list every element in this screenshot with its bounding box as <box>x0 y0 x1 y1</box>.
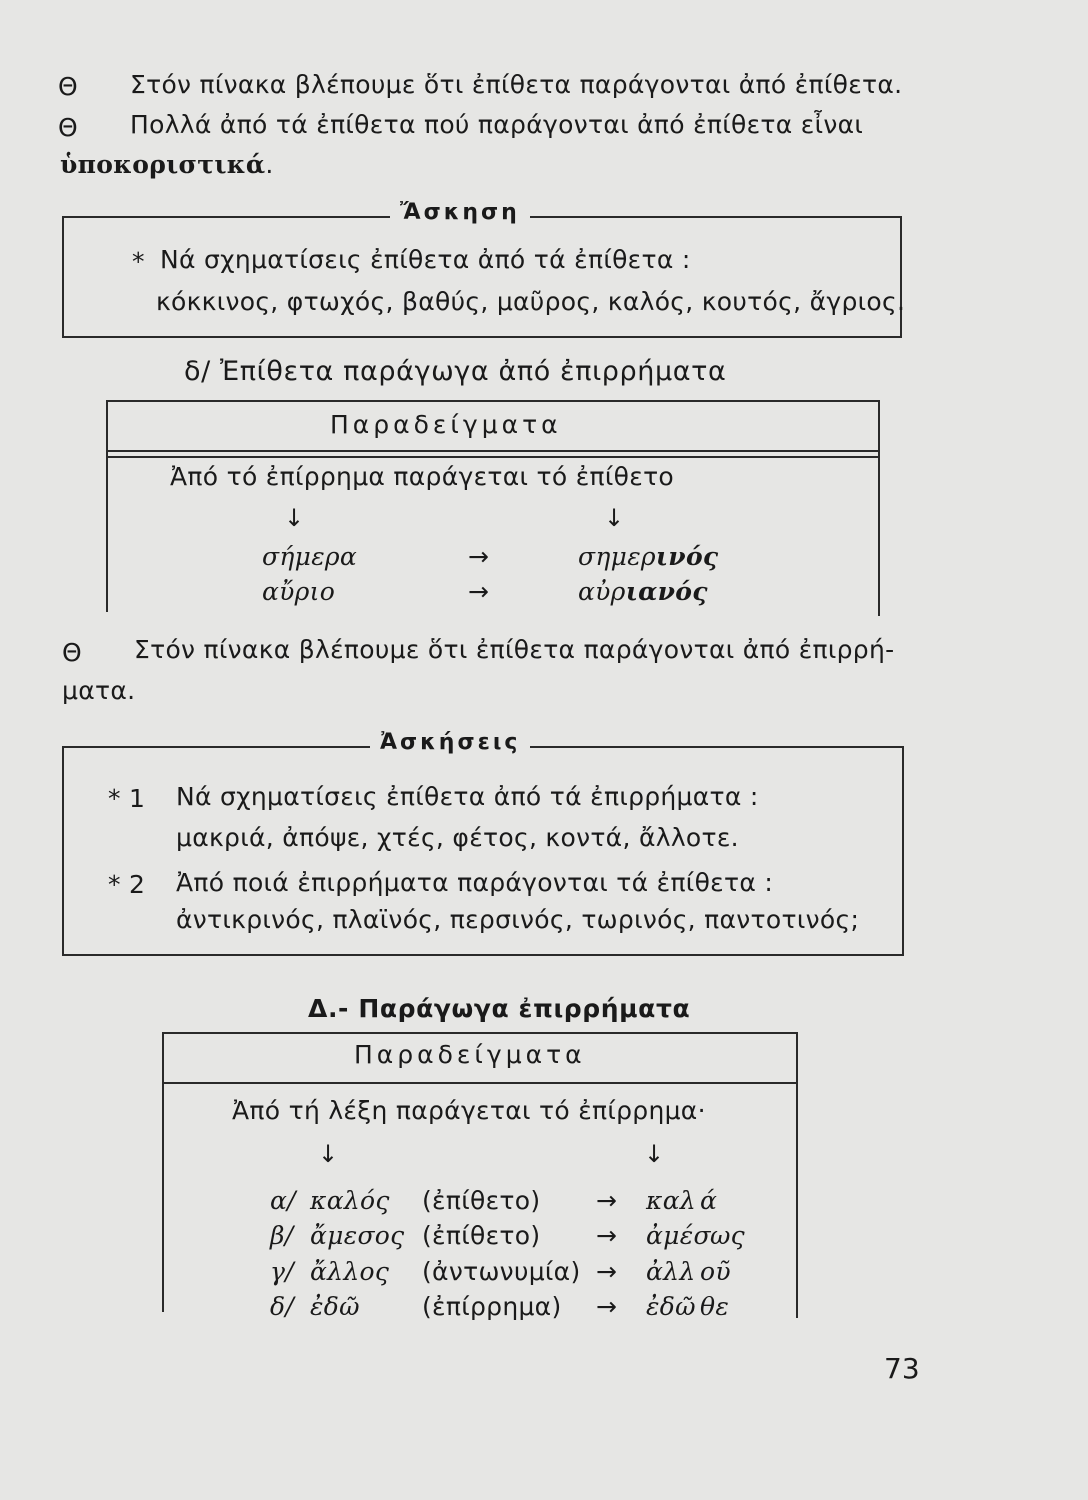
table2-arrow-down-right: ↓ <box>644 1140 665 1168</box>
para2-text: Πολλά ἀπό τά ἐπίθετα πού παράγονται ἀπό ἐπίθετα εἶναι <box>130 110 864 139</box>
table2-top <box>162 1032 798 1034</box>
exercise2-item1-words: μακριά, ἀπόψε, χτές, φέτος, κοντά, ἄλλοτε. <box>176 823 739 852</box>
table2-row4-label: δ/ <box>270 1292 295 1321</box>
table1-row1-suffix: ινός <box>655 542 719 571</box>
page-number: 73 <box>884 1352 920 1385</box>
table1-arrow-down-right: ↓ <box>604 504 625 532</box>
table1-subtitle: Ἀπό τό ἐπίρρημα παράγεται τό ἐπίθετο <box>170 462 675 491</box>
diminutive-word: ὑποκοριστικά <box>60 150 266 179</box>
table2-subtitle: Ἀπό τή λέξη παράγεται τό ἐπίρρημα· <box>232 1096 706 1125</box>
table2-row2-kind: (ἐπίθετο) <box>422 1221 541 1250</box>
table2-row3-kind: (ἀντωνυμία) <box>422 1257 581 1286</box>
table1-header-rule-b <box>106 456 880 458</box>
table1-row2-right <box>578 577 708 606</box>
table2-row2-label: β/ <box>270 1221 294 1250</box>
table2-row1-stem: καλ <box>646 1186 697 1215</box>
table2-row4-stem: ἐδῶ <box>646 1292 696 1321</box>
table1-arrow-down-left: ↓ <box>284 504 305 532</box>
para3-cont: ματα. <box>62 676 136 705</box>
table2-row1-word: καλός <box>310 1186 390 1215</box>
table2-row4-arrow: → <box>596 1292 618 1321</box>
table2-header: Παραδείγματα <box>354 1040 586 1069</box>
table1-right <box>878 400 880 616</box>
para2-end: . <box>265 150 274 179</box>
para2-bullet: Θ <box>58 113 78 142</box>
exercise1-title: Ἄσκηση <box>390 200 530 225</box>
table2-row3-word: ἄλλος <box>310 1257 390 1286</box>
table2-row1-arrow: → <box>596 1186 618 1215</box>
table2-row4-kind: (ἐπίρρημα) <box>422 1292 562 1321</box>
section-d-heading: δ/ Ἐπίθετα παράγωγα ἀπό ἐπιρρήματα <box>184 356 727 387</box>
table2-row3-suffix: οῦ <box>700 1257 731 1286</box>
table1-row1-stem: σημερ <box>578 542 656 571</box>
table1-row1-left: σήμερα <box>262 542 358 571</box>
table2-right <box>796 1032 798 1318</box>
table2-row4-suffix: θε <box>700 1292 730 1321</box>
exercise1-instruction: Νά σχηματίσεις ἐπίθετα ἀπό τά ἐπίθετα : <box>160 245 691 274</box>
table2-row1-label: α/ <box>270 1186 296 1215</box>
table2-row2-stem: ἀμέσ <box>646 1221 711 1250</box>
table1-header: Παραδείγματα <box>330 410 562 439</box>
table1-row1-arrow: → <box>468 542 490 571</box>
exercise1-box <box>62 216 902 338</box>
table2-row2-suffix: ως <box>710 1221 745 1250</box>
table1-header-rule-a <box>106 450 880 452</box>
table2-row2-arrow: → <box>596 1221 618 1250</box>
table2-left <box>162 1032 164 1312</box>
para1-bullet: Θ <box>58 72 78 101</box>
table2-row1-kind: (ἐπίθετο) <box>422 1186 541 1215</box>
para1-text: Στόν πίνακα βλέπουμε ὅτι ἐπίθετα παράγονται ἀπό ἐπίθετα. <box>130 70 903 99</box>
table2-row2-word: ἄμεσος <box>310 1221 405 1250</box>
section-D-heading: Δ.- Παράγωγα ἐπιρρήματα <box>308 994 691 1023</box>
para3-text: Στόν πίνακα βλέπουμε ὅτι ἐπίθετα παράγονται ἀπό ἐπιρρή- <box>134 635 895 664</box>
table2-row3-arrow: → <box>596 1257 618 1286</box>
exercise2-title: Ἀσκήσεις <box>370 730 530 755</box>
table1-left <box>106 400 108 612</box>
exercise2-item1-instruction: Νά σχηματίσεις ἐπίθετα ἀπό τά ἐπιρρήματα : <box>176 782 759 811</box>
table2-arrow-down-left: ↓ <box>318 1140 339 1168</box>
table1-row2-suffix: ιανός <box>625 577 708 606</box>
exercise2-item2-words: ἀντικρινός, πλαϊνός, περσινός, τωρινός, παντοτινός; <box>176 905 860 934</box>
exercise2-item2-instruction: Ἀπό ποιά ἐπιρρήματα παράγονται τά ἐπίθετα : <box>176 868 774 897</box>
para3-bullet: Θ <box>62 638 82 667</box>
exercise1-star: * <box>132 247 145 276</box>
table1-row2-arrow: → <box>468 577 490 606</box>
table2-header-rule <box>162 1082 798 1084</box>
exercise1-words: κόκκινος, φτωχός, βαθύς, μαῦρος, καλός, κουτός, ἄγριος. <box>156 287 906 316</box>
table2-row3-stem: ἀλλ <box>646 1257 696 1286</box>
exercise2-item2-star: * 2 <box>108 870 146 899</box>
table1-row1-right <box>578 542 718 571</box>
table1-row2-left: αὔριο <box>262 577 336 606</box>
table2-row1-suffix: ά <box>700 1186 718 1215</box>
exercise2-item1-star: * 1 <box>108 784 146 813</box>
table2-row3-label: γ/ <box>270 1257 294 1286</box>
table1-top <box>106 400 880 402</box>
table1-row2-stem: αὐρ <box>578 577 626 606</box>
table2-row4-word: ἐδῶ <box>310 1292 360 1321</box>
para2-line2 <box>60 150 274 179</box>
